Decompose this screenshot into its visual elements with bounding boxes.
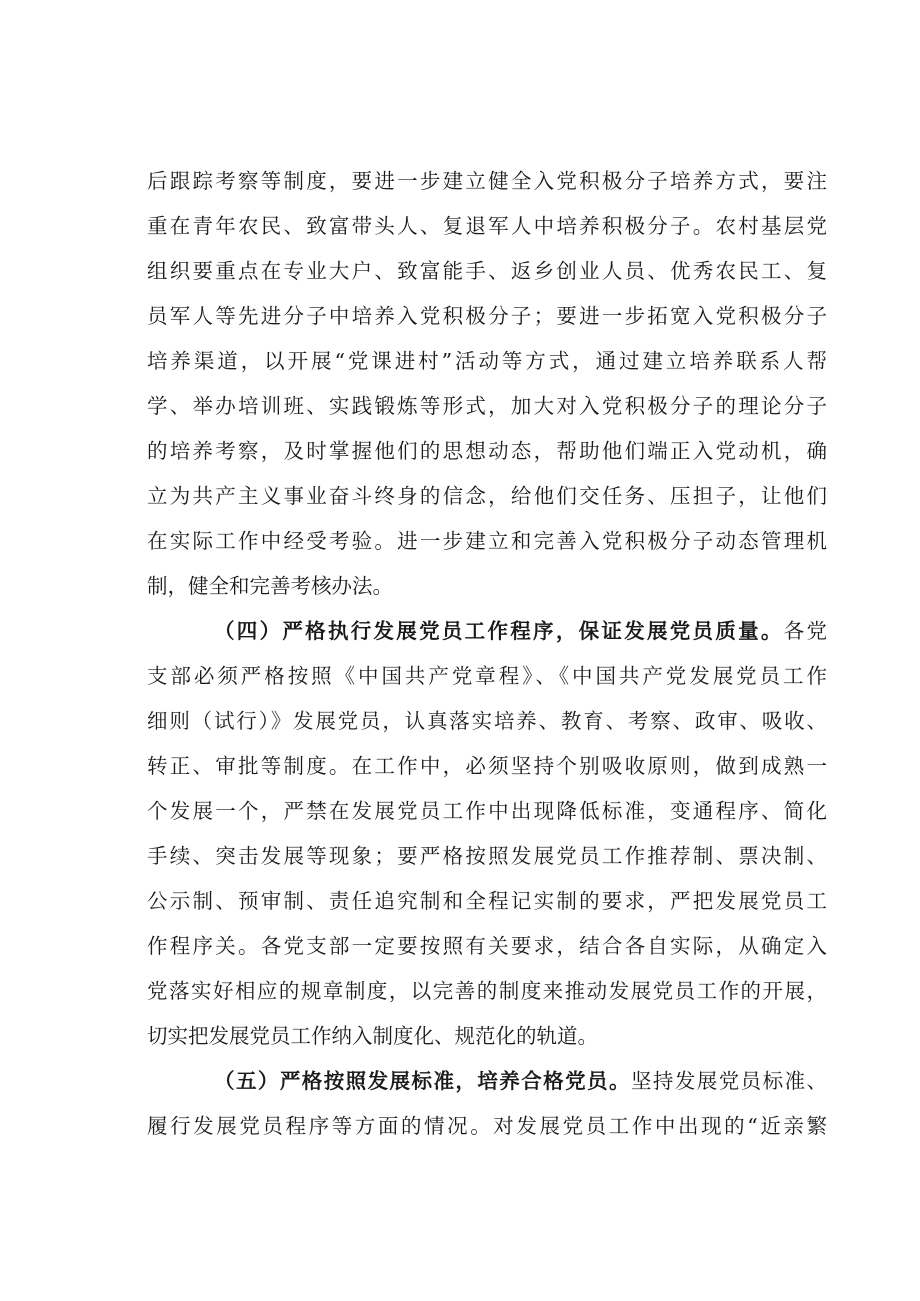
body-line: 履行发展党员程序等方面的情况。对发展党员工作中出现的“近亲繁 <box>147 1114 827 1138</box>
body-text: 坚持发展党员标准、 <box>630 1069 828 1093</box>
body-line: 的培养考察，及时掌握他们的思想动态，帮助他们端正入党动机，确 <box>147 439 827 463</box>
body-line: 转正、审批等制度。在工作中，必须坚持个别吸收原则，做到成熟一 <box>147 754 827 778</box>
body-line: 作程序关。各党支部一定要按照有关要求，结合各自实际，从确定入 <box>147 934 827 958</box>
body-line: 制，健全和完善考核办法。 <box>147 574 393 598</box>
body-line: 党落实好相应的规章制度，以完善的制度来推动发展党员工作的开展， <box>147 979 827 1003</box>
section-heading-4: （四）严格执行发展党员工作程序，保证发展党员质量。 <box>214 619 784 643</box>
section-heading-line <box>214 1061 827 1101</box>
body-line: 后跟踪考察等制度，要进一步建立健全入党积极分子培养方式，要注 <box>147 169 827 193</box>
body-line: 重在青年农民、致富带头人、复退军人中培养积极分子。农村基层党 <box>147 214 827 238</box>
body-line: 手续、突击发展等现象；要严格按照发展党员工作推荐制、票决制、 <box>147 844 827 868</box>
body-line: 支部必须严格按照《中国共产党章程》、《中国共产党发展党员工作 <box>147 664 827 688</box>
body-line: 切实把发展党员工作纳入制度化、规范化的轨道。 <box>147 1024 598 1048</box>
body-line: 员军人等先进分子中培养入党积极分子；要进一步拓宽入党积极分子 <box>147 304 827 328</box>
section-heading-line <box>214 611 827 651</box>
body-line: 组织要重点在专业大户、致富能手、返乡创业人员、优秀农民工、复 <box>147 259 827 283</box>
body-line: 个发展一个，严禁在发展党员工作中出现降低标准，变通程序、简化 <box>147 799 827 823</box>
body-line: 培养渠道，以开展“党课进村”活动等方式，通过建立培养联系人帮 <box>147 349 827 373</box>
body-text: 各党 <box>783 619 828 643</box>
body-line: 在实际工作中经受考验。进一步建立和完善入党积极分子动态管理机 <box>147 529 827 553</box>
body-line: 公示制、预审制、责任追究制和全程记实制的要求，严把发展党员工 <box>147 889 827 913</box>
body-line: 学、举办培训班、实践锻炼等形式，加大对入党积极分子的理论分子 <box>147 394 827 418</box>
section-heading-5: （五）严格按照发展标准，培养合格党员。 <box>214 1069 631 1093</box>
body-line: 细则（试行）》发展党员，认真落实培养、教育、考察、政审、吸收、 <box>147 709 827 733</box>
body-line: 立为共产主义事业奋斗终身的信念，给他们交任务、压担子，让他们 <box>147 484 827 508</box>
